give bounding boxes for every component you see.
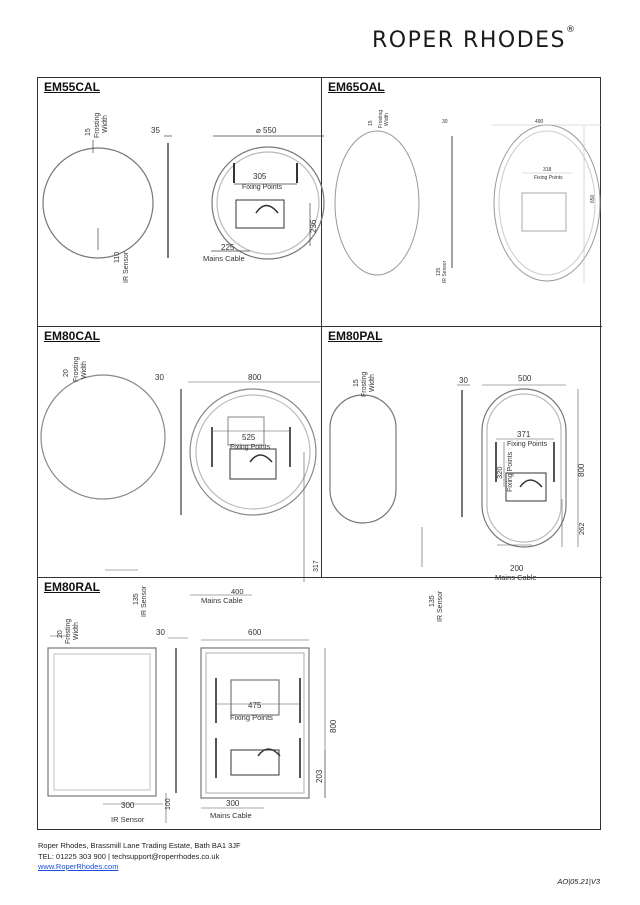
frosting-label: Frosting bbox=[65, 618, 72, 644]
height-offset-dim: 262 bbox=[577, 522, 586, 535]
brand-logo bbox=[372, 25, 577, 53]
cable-label: Mains Cable bbox=[201, 596, 243, 605]
panel-em80pal bbox=[322, 327, 602, 622]
depth-dim: 30 bbox=[156, 628, 165, 637]
em80pal-drawing bbox=[322, 327, 602, 622]
footer-contact: TEL: 01225 303 900 | techsupport@roperrhodes.co.uk bbox=[38, 851, 220, 861]
diameter-dim: 800 bbox=[248, 373, 262, 382]
sensor-value: 135 bbox=[429, 595, 436, 607]
depth-dim: 30 bbox=[442, 119, 448, 125]
fixing-label: Fixing Points bbox=[230, 444, 271, 451]
em65oal-drawing bbox=[322, 78, 602, 327]
frosting-value: 20 bbox=[63, 369, 70, 377]
frosting-label-2: Width bbox=[102, 115, 109, 133]
height-offset-dim: 203 bbox=[315, 769, 324, 783]
frosting-label: Frosting bbox=[94, 112, 101, 138]
brand-name: ROPER RHODES bbox=[372, 28, 566, 53]
cable-value: 200 bbox=[510, 564, 524, 573]
sensor-label: IR Sensor bbox=[141, 585, 148, 617]
frosting-value: 15 bbox=[368, 120, 374, 126]
fixing-value: 525 bbox=[242, 433, 256, 442]
panel-em55cal bbox=[38, 78, 322, 327]
sensor-v-value: 100 bbox=[165, 798, 172, 810]
cable-label: Mains Cable bbox=[203, 254, 245, 263]
fixing-value: 371 bbox=[517, 430, 531, 439]
frosting-label: Frosting bbox=[361, 371, 368, 397]
registered-mark: ® bbox=[566, 25, 577, 35]
depth-dim: 35 bbox=[151, 126, 160, 135]
frosting-label-2: Width bbox=[369, 374, 376, 392]
depth-dim: 30 bbox=[155, 373, 164, 382]
frosting-label-2: Width bbox=[73, 622, 80, 640]
fixing-value: 305 bbox=[253, 172, 267, 181]
width-dim: 600 bbox=[248, 628, 262, 637]
sensor-label: IR Sensor bbox=[442, 260, 448, 283]
cable-value: 225 bbox=[221, 243, 235, 252]
width-dim: 500 bbox=[518, 374, 532, 383]
fixing-value: 475 bbox=[248, 701, 262, 710]
frosting-value: 15 bbox=[85, 128, 92, 136]
sensor-value: 300 bbox=[121, 801, 135, 810]
sensor-label: IR Sensor bbox=[437, 590, 444, 622]
fixing-label: Fixing Points bbox=[534, 175, 563, 181]
panel-title: EM80CAL bbox=[44, 329, 101, 343]
fixing-label: Fixing Points bbox=[507, 441, 548, 448]
depth-dim: 30 bbox=[459, 376, 468, 385]
sensor-value: 110 bbox=[114, 251, 121, 263]
width-dim: 490 bbox=[535, 119, 544, 125]
frosting-value: 20 bbox=[57, 630, 64, 638]
website-link[interactable]: www.RoperRhodes.com bbox=[38, 862, 119, 871]
diameter-dim: ⌀ 550 bbox=[256, 126, 277, 135]
cable-value: 400 bbox=[231, 587, 244, 596]
footer bbox=[38, 841, 241, 873]
cable-value: 300 bbox=[226, 799, 240, 808]
panel-title: EM55CAL bbox=[44, 80, 101, 94]
panel-title: EM65OAL bbox=[328, 80, 385, 94]
em55cal-drawing bbox=[38, 78, 322, 327]
sensor-value: 135 bbox=[133, 593, 140, 605]
drawings-grid bbox=[37, 77, 601, 830]
height-dim: 317 bbox=[313, 560, 320, 572]
frosting-label: Frosting bbox=[73, 356, 80, 382]
height-dim: 236 bbox=[309, 219, 318, 233]
frosting-label-2: Width bbox=[384, 113, 390, 126]
fixing-value: 318 bbox=[543, 167, 552, 173]
frosting-label: Frosting bbox=[378, 109, 384, 128]
fixing-label: Fixing Points bbox=[230, 713, 273, 722]
revision-code: AO|05.21|V3 bbox=[557, 877, 600, 886]
cable-label: Mains Cable bbox=[210, 811, 252, 820]
cable-label: Mains Cable bbox=[495, 573, 537, 582]
fixing-label: Fixing Points bbox=[242, 184, 283, 191]
sensor-label: IR Sensor bbox=[123, 251, 130, 283]
panel-em80ral bbox=[38, 578, 602, 831]
panel-em65oal bbox=[322, 78, 602, 327]
em80ral-drawing bbox=[38, 578, 602, 831]
fixing-v-value: 320 bbox=[495, 466, 504, 479]
footer-address: Roper Rhodes, Brassmill Lane Trading Estate, Bath BA1 3JF bbox=[38, 841, 241, 850]
sensor-value: 135 bbox=[436, 267, 442, 276]
height-dim: 800 bbox=[329, 719, 338, 733]
sensor-label: IR Sensor bbox=[111, 815, 145, 824]
panel-title: EM80RAL bbox=[44, 580, 101, 594]
height-dim: 800 bbox=[577, 463, 586, 477]
frosting-value: 15 bbox=[353, 379, 360, 387]
panel-title: EM80PAL bbox=[328, 329, 383, 343]
height-dim: 650 bbox=[590, 194, 596, 203]
fixing-v-label: Fixing Points bbox=[507, 451, 514, 492]
frosting-label-2: Width bbox=[81, 361, 88, 379]
